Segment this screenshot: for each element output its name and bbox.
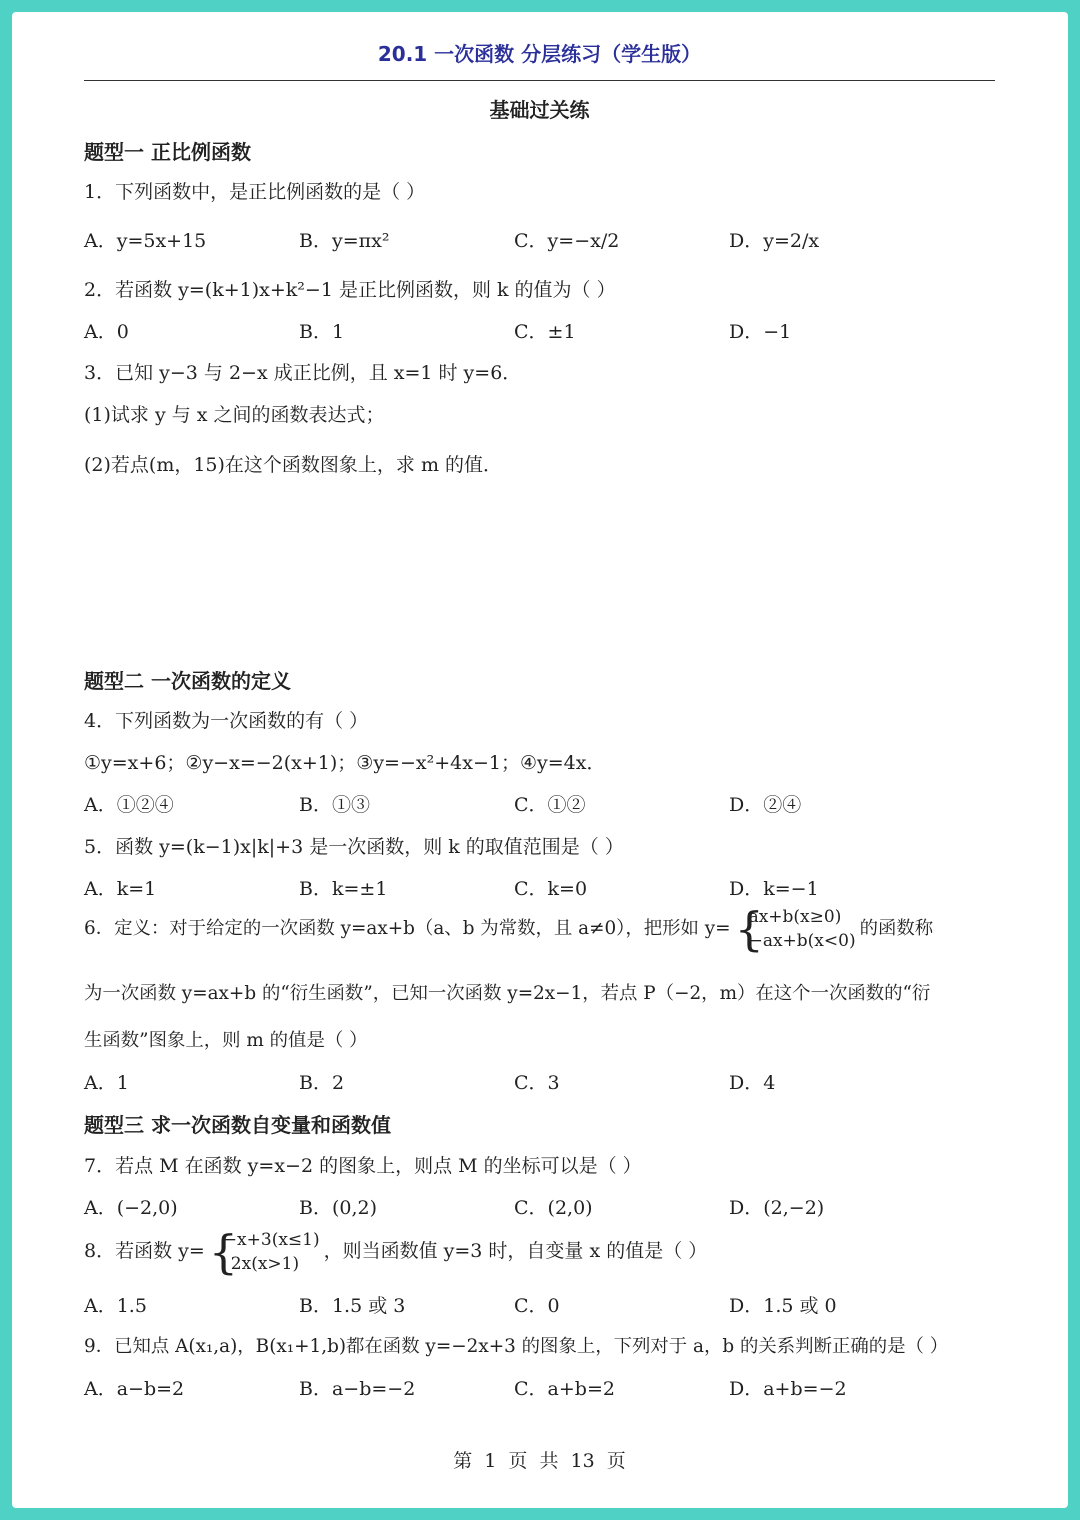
page-frame [12, 12, 1068, 1508]
option-b: B．1 [299, 321, 345, 343]
question-3-part-1: (1)试求 y 与 x 之间的函数表达式； [84, 404, 385, 426]
question-1-options [84, 226, 996, 252]
question-5-options [84, 874, 996, 900]
question-6-line-1 [84, 902, 934, 956]
option-d: D．(2,−2) [729, 1197, 825, 1219]
question-8-text-after: ，则当函数值 y=3 时，自变量 x 的值是（ ） [323, 1240, 708, 1262]
question-3-stem: 3．已知 y−3 与 2−x 成正比例，且 x=1 时 y=6． [84, 362, 522, 384]
document-page [12, 12, 1068, 1508]
option-b: B．1.5 或 3 [299, 1295, 406, 1317]
section-heading-1: 题型一 正比例函数 [84, 140, 251, 164]
question-1-stem: 1．下列函数中，是正比例函数的是（ ） [84, 181, 426, 203]
option-c: C．0 [514, 1295, 560, 1317]
option-c: C．①② [514, 794, 586, 816]
piecewise-bottom: −ax+b(x<0) [748, 931, 856, 951]
option-a: A．0 [84, 321, 129, 343]
piecewise-top: −x+3(x≤1) [222, 1230, 320, 1250]
option-a: A．(−2,0) [84, 1197, 178, 1219]
question-8-stem [84, 1225, 708, 1279]
option-d: D．a+b=−2 [729, 1378, 847, 1400]
option-a: A．k=1 [84, 878, 157, 900]
question-8-text-before: 8．若函数 y= [84, 1240, 205, 1262]
option-d: D．−1 [729, 321, 792, 343]
option-c: C．k=0 [514, 878, 588, 900]
question-5-stem: 5．函数 y=(k−1)x|k|+3 是一次函数，则 k 的取值范围是（ ） [84, 836, 624, 858]
option-c: C．a+b=2 [514, 1378, 615, 1400]
question-6-line-3: 生函数”图象上，则 m 的值是（ ） [84, 1030, 368, 1051]
option-a: A．1.5 [84, 1295, 147, 1317]
question-9-stem: 9．已知点 A(x₁,a)，B(x₁+1,b)都在函数 y=−2x+3 的图象上，下列对于 a，b 的关系判断正确的是（ ） [84, 1336, 949, 1357]
option-d: D．4 [729, 1072, 776, 1094]
question-2-stem: 2．若函数 y=(k+1)x+k²−1 是正比例函数，则 k 的值为（ ） [84, 279, 616, 301]
piecewise-expression [734, 902, 856, 956]
option-d: D．②④ [729, 794, 802, 816]
document-title: 20.1 一次函数 分层练习（学生版） [377, 42, 702, 66]
option-d: D．k=−1 [729, 878, 819, 900]
question-2-options [84, 317, 996, 343]
option-b: B．k=±1 [299, 878, 388, 900]
option-a: A．a−b=2 [84, 1378, 185, 1400]
question-8-options [84, 1291, 996, 1317]
option-c: C．±1 [514, 321, 576, 343]
section-heading-3: 题型三 求一次函数自变量和函数值 [84, 1113, 391, 1137]
option-d: D．1.5 或 0 [729, 1295, 837, 1317]
question-6-line-2: 为一次函数 y=ax+b 的“衍生函数”，已知一次函数 y=2x−1，若点 P（−2，m）在这个一次函数的“衍 [84, 983, 931, 1004]
question-7-options [84, 1193, 996, 1219]
option-b: B．a−b=−2 [299, 1378, 416, 1400]
question-6-text-before: 6．定义：对于给定的一次函数 y=ax+b（a、b 为常数，且 a≠0），把形如 y= [84, 918, 731, 939]
left-brace: { [734, 902, 764, 956]
option-a: A．1 [84, 1072, 129, 1094]
question-4-items: ①y=x+6；②y−x=−2(x+1)；③y=−x²+4x−1；④y=4x． [84, 752, 606, 774]
piecewise-bottom: 2x(x>1) [230, 1254, 300, 1274]
option-a: A．y=5x+15 [84, 230, 207, 252]
section-subtitle: 基础过关练 [489, 98, 590, 122]
option-d: D．y=2/x [729, 230, 820, 252]
section-heading-2: 题型二 一次函数的定义 [84, 669, 291, 693]
option-c: C．3 [514, 1072, 560, 1094]
option-b: B．(0,2) [299, 1197, 378, 1219]
option-a: A．①②④ [84, 794, 174, 816]
option-b: B．y=πx² [299, 230, 390, 252]
question-3-part-2: (2)若点(m，15)在这个函数图象上，求 m 的值． [84, 454, 503, 476]
question-6-options [84, 1068, 996, 1094]
question-6-text-after: 的函数称 [859, 918, 934, 939]
question-4-options [84, 790, 996, 816]
question-9-options [84, 1374, 996, 1400]
piecewise-top: ax+b(x≥0) [748, 907, 842, 927]
option-c: C．y=−x/2 [514, 230, 620, 252]
question-4-stem: 4．下列函数为一次函数的有（ ） [84, 710, 369, 732]
option-b: B．①③ [299, 794, 370, 816]
question-7-stem: 7．若点 M 在函数 y=x−2 的图象上，则点 M 的坐标可以是（ ） [84, 1155, 642, 1177]
option-c: C．(2,0) [514, 1197, 593, 1219]
piecewise-expression [208, 1225, 320, 1279]
header-rule [84, 80, 995, 81]
page-number-footer: 第 1 页 共 13 页 [453, 1450, 626, 1472]
left-brace: { [208, 1225, 239, 1279]
option-b: B．2 [299, 1072, 345, 1094]
